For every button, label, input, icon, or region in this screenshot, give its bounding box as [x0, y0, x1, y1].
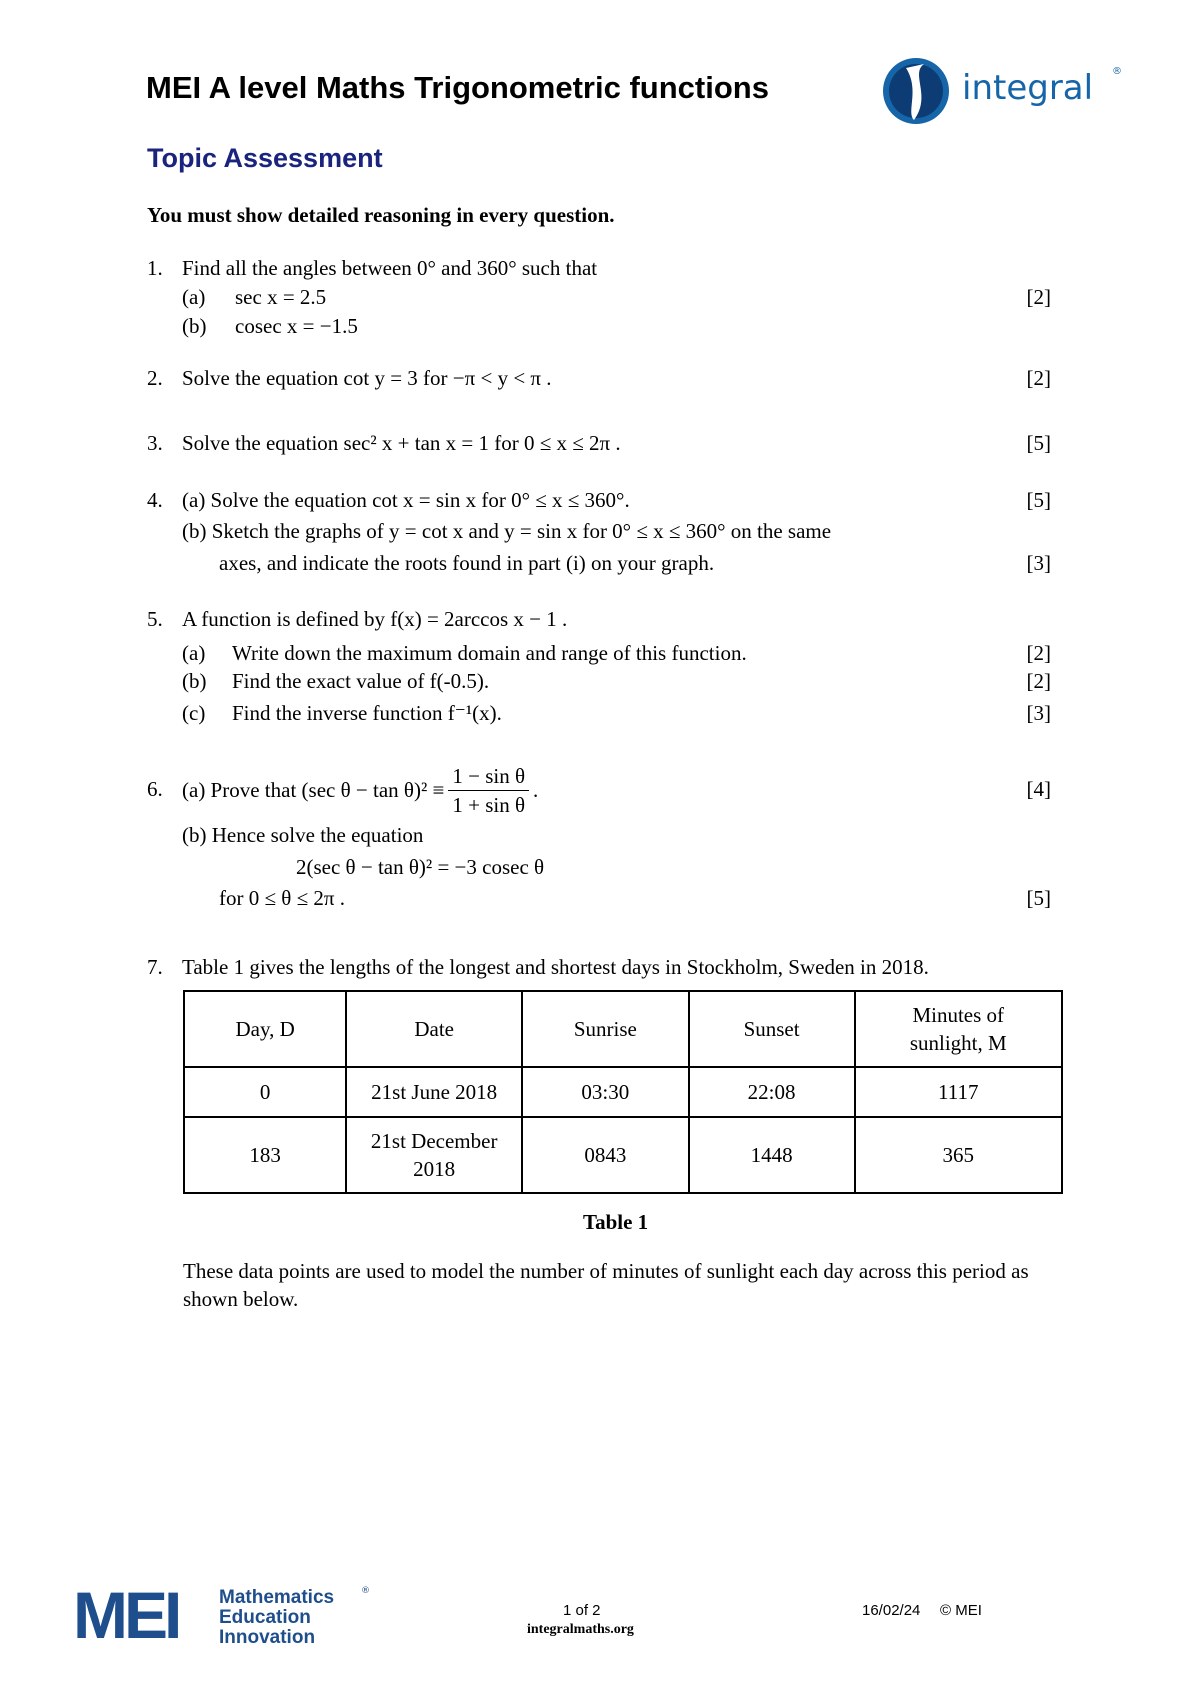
- q6a-period: .: [533, 778, 539, 802]
- integral-logo-mark: ®: [1112, 66, 1122, 77]
- q6b-text: (b) Hence solve the equation: [182, 823, 424, 847]
- q6b-equation: 2(sec θ − tan θ)² = −3 cosec θ: [296, 855, 545, 879]
- table-cell: 183: [184, 1117, 346, 1193]
- q6a-fraction: [448, 762, 529, 819]
- page-number: 1 of 2: [563, 1602, 601, 1619]
- q5-number: 5.: [147, 607, 163, 631]
- q1b-label: (b): [182, 314, 207, 338]
- table-header-cell: Minutes of sunlight, M: [855, 991, 1062, 1067]
- q6a-line: [182, 762, 538, 819]
- table-cell: 22:08: [689, 1067, 855, 1117]
- q6a-numerator: 1 − sin θ: [448, 762, 529, 791]
- q4b-text: (b) Sketch the graphs of y = cot x and y = sin x for 0° ≤ x ≤ 360° on the same: [182, 519, 832, 543]
- q3-marks: [5]: [1026, 431, 1051, 455]
- model-paragraph: These data points are used to model the number of minutes of sunlight each day across this period as shown below.: [183, 1259, 1029, 1311]
- q3-number: 3.: [147, 431, 163, 455]
- table-header-cell: Sunrise: [522, 991, 689, 1067]
- mei-logo: [73, 1578, 393, 1652]
- q6a-text: (a) Prove that (sec θ − tan θ)² ≡: [182, 778, 445, 802]
- section-heading: Topic Assessment: [147, 143, 383, 173]
- table-cell: 21st June 2018: [346, 1067, 522, 1117]
- mei-org-line2: Education: [219, 1607, 311, 1628]
- footer-url: integralmaths.org: [527, 1622, 634, 1637]
- q5-text: A function is defined by f(x) = 2arccos x − 1 .: [182, 607, 568, 631]
- q5c-text: Find the inverse function f⁻¹(x).: [232, 701, 502, 725]
- table-cell: 0843: [522, 1117, 689, 1193]
- integral-logo: [880, 54, 1120, 128]
- q5c-marks: [3]: [1026, 701, 1051, 725]
- q6a-marks: [4]: [1026, 777, 1051, 801]
- integral-swoosh-icon: [880, 54, 954, 128]
- q6b-range: for 0 ≤ θ ≤ 2π .: [219, 886, 345, 910]
- q1-text: Find all the angles between 0° and 360° such that: [182, 256, 598, 280]
- q2-text: Solve the equation cot y = 3 for −π < y < π .: [182, 366, 552, 390]
- q5b-text: Find the exact value of f(-0.5).: [232, 669, 490, 693]
- table-header-cell: Sunset: [689, 991, 855, 1067]
- q5c-label: (c): [182, 701, 206, 725]
- footer-date: 16/02/24: [862, 1602, 921, 1619]
- table-cell: 365: [855, 1117, 1062, 1193]
- registered-mark-icon: ®: [361, 1586, 370, 1596]
- mei-org-line3: Innovation: [219, 1627, 316, 1648]
- q5a-text: Write down the maximum domain and range of this function.: [232, 641, 747, 665]
- mei-org-line1: Mathematics: [219, 1587, 335, 1608]
- table-header-cell: Day, D: [184, 991, 346, 1067]
- q1a-label: (a): [182, 285, 206, 309]
- integral-logo-text: integral: [962, 68, 1094, 108]
- instruction-text: You must show detailed reasoning in every question.: [147, 203, 615, 227]
- table-cell: 03:30: [522, 1067, 689, 1117]
- table-cell: 0: [184, 1067, 346, 1117]
- q5a-label: (a): [182, 641, 206, 665]
- q4a-marks: [5]: [1026, 488, 1051, 512]
- q6b-marks: [5]: [1026, 886, 1051, 910]
- q4a-text: (a) Solve the equation cot x = sin x for 0° ≤ x ≤ 360°.: [182, 488, 630, 512]
- q1-number: 1.: [147, 256, 163, 280]
- q4b-marks: [3]: [1026, 551, 1051, 575]
- q1a-expr: sec x = 2.5: [235, 285, 327, 309]
- q7-number: 7.: [147, 955, 163, 979]
- table-cell: 21st December 2018: [346, 1117, 522, 1193]
- footer-copyright: © MEI: [940, 1602, 982, 1619]
- table-header-cell: Date: [346, 991, 522, 1067]
- q5b-marks: [2]: [1026, 669, 1051, 693]
- sunlight-table: [183, 990, 1063, 1194]
- q1b-expr: cosec x = −1.5: [235, 314, 358, 338]
- table-row: [184, 1067, 1062, 1117]
- q6a-denominator: 1 + sin θ: [452, 793, 526, 817]
- q1a-marks: [2]: [1026, 285, 1051, 309]
- table-caption: Table 1: [583, 1210, 649, 1234]
- q4b-text-line2: axes, and indicate the roots found in part (i) on your graph.: [219, 551, 715, 575]
- table-row: [184, 1117, 1062, 1193]
- q5b-label: (b): [182, 669, 207, 693]
- q3-text: Solve the equation sec² x + tan x = 1 for 0 ≤ x ≤ 2π .: [182, 431, 621, 455]
- table-header-row: [184, 991, 1062, 1067]
- page-title: MEI A level Maths Trigonometric functions: [146, 70, 769, 105]
- q4-number: 4.: [147, 488, 163, 512]
- q7-text: Table 1 gives the lengths of the longest and shortest days in Stockholm, Sweden in 2018.: [182, 955, 929, 979]
- q5a-marks: [2]: [1026, 641, 1051, 665]
- q2-number: 2.: [147, 366, 163, 390]
- mei-logo-letters: MEI: [73, 1578, 179, 1652]
- table-cell: 1117: [855, 1067, 1062, 1117]
- table-cell: 1448: [689, 1117, 855, 1193]
- q2-marks: [2]: [1026, 366, 1051, 390]
- q6-number: 6.: [147, 777, 163, 801]
